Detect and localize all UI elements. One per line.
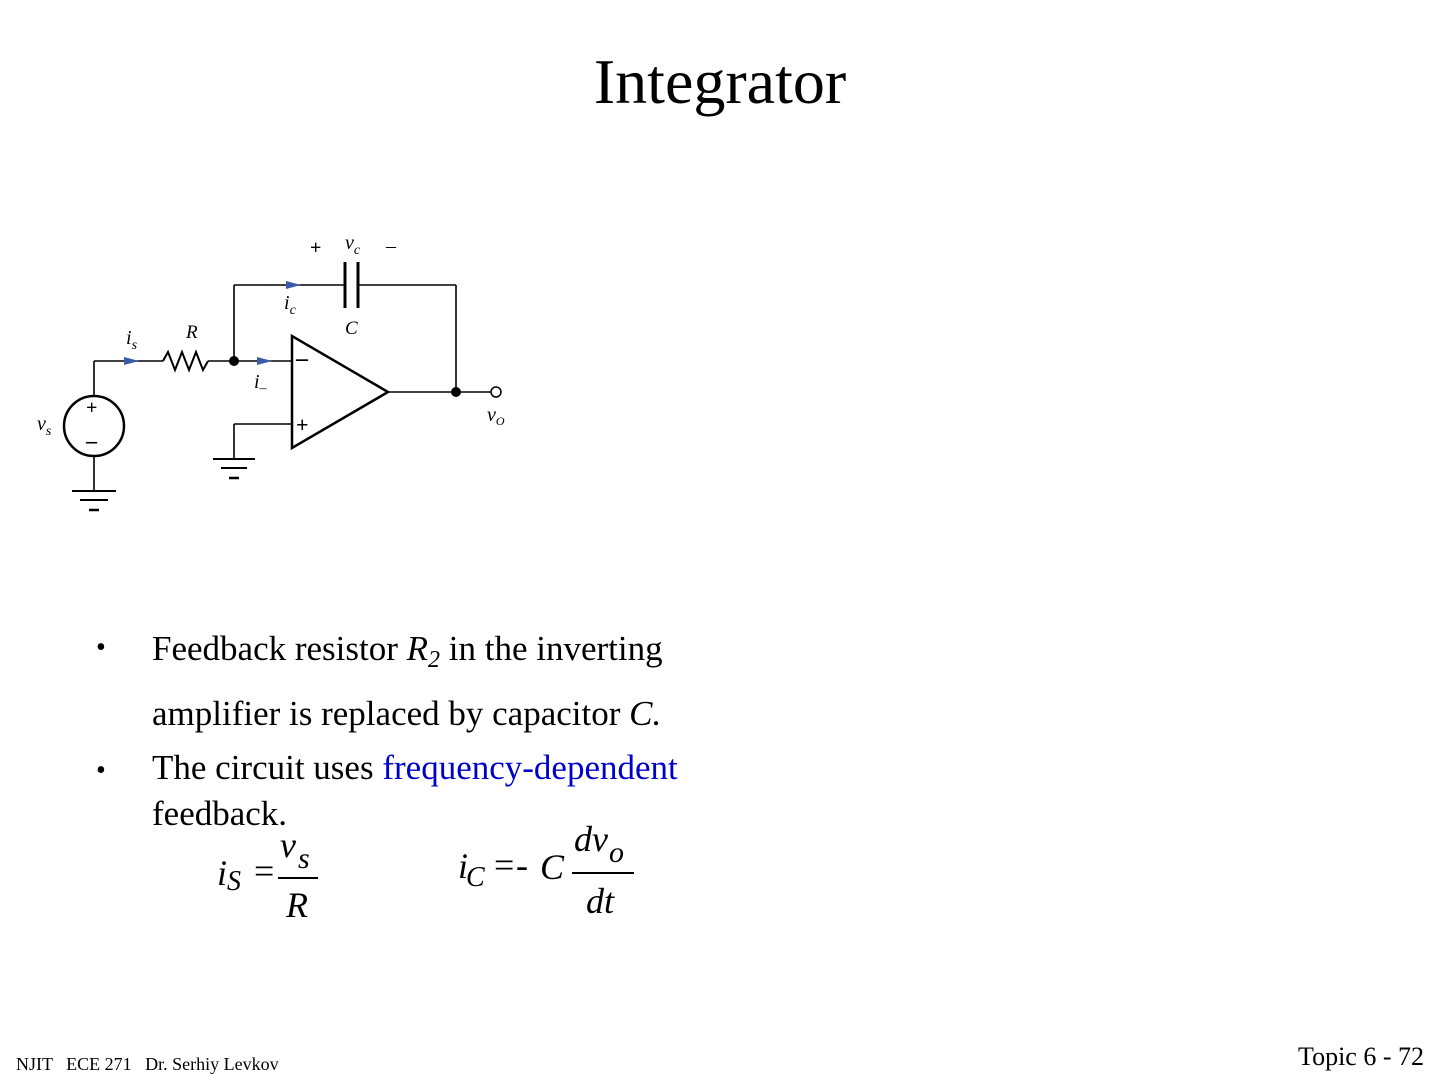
eq1-lhs: i bbox=[217, 853, 228, 893]
bullet-list bbox=[96, 622, 796, 837]
ic-label: $i_c$ bbox=[284, 292, 296, 318]
opamp-minus-label: – bbox=[296, 346, 308, 372]
source-minus-label: – bbox=[86, 428, 97, 453]
is-label: $i_s$ bbox=[126, 327, 138, 353]
bullet-dot-icon: • bbox=[96, 755, 106, 786]
eq1-numerator-sub: s bbox=[298, 842, 310, 875]
eq1-lhs-sub: S bbox=[227, 866, 241, 897]
source-plus-label: + bbox=[86, 397, 98, 419]
bullet-1-symbol-c: C. bbox=[629, 694, 662, 733]
bullet-1-subscript: 2 bbox=[428, 647, 441, 673]
eq1-denominator: R bbox=[286, 885, 308, 925]
bullet-item-1 bbox=[96, 622, 796, 741]
resistor-r bbox=[163, 352, 208, 370]
eq2-coefficient: C bbox=[540, 847, 565, 887]
bullet-2-highlight: frequency-dependent bbox=[382, 748, 678, 787]
eq2-denominator: dt bbox=[586, 881, 615, 921]
eq2-lhs: i bbox=[458, 846, 469, 886]
iminus-label: $i_-$ bbox=[254, 371, 267, 396]
arrow-is bbox=[124, 357, 139, 365]
vc-plus-label: + bbox=[310, 237, 322, 259]
arrow-iminus bbox=[257, 357, 272, 365]
bullet-1-line-2 bbox=[152, 687, 796, 741]
bullet-1-text-a: Feedback resistor bbox=[152, 629, 407, 668]
vo-label: $v_O$ bbox=[487, 404, 505, 428]
output-terminal bbox=[491, 387, 501, 397]
eq1-numerator: v bbox=[280, 825, 296, 865]
eq2-fraction-bar bbox=[572, 872, 634, 874]
eq2-minus: - bbox=[516, 845, 528, 885]
node-inverting bbox=[229, 356, 239, 366]
bullet-item-2 bbox=[96, 745, 796, 837]
bullet-1-line-1 bbox=[152, 622, 796, 687]
slide-title: Integrator bbox=[593, 46, 847, 117]
eq2-numerator-sub: o bbox=[609, 836, 624, 869]
bullet-1-symbol-r: R bbox=[406, 629, 429, 668]
eq2-equals: = bbox=[494, 845, 515, 885]
vc-minus-label: – bbox=[386, 235, 396, 257]
opamp-plus-label: + bbox=[296, 412, 309, 437]
footer-page-number: Topic 6 - 72 bbox=[1298, 1042, 1424, 1071]
integrator-circuit-diagram bbox=[30, 225, 520, 525]
bullet-1-text-c: amplifier is replaced by capacitor bbox=[152, 694, 630, 733]
eq1-equals: = bbox=[254, 851, 275, 891]
bullet-1-text-b: in the inverting bbox=[440, 629, 663, 668]
vs-label: $v_s$ bbox=[37, 413, 52, 439]
vc-label: $v_c$ bbox=[345, 232, 361, 258]
bullet-2-text-a: The circuit uses bbox=[152, 748, 383, 787]
arrow-ic bbox=[286, 281, 301, 289]
eq1-fraction-bar bbox=[278, 877, 318, 879]
bullet-2-line-2: feedback. bbox=[152, 794, 288, 833]
eq2-numerator: dv bbox=[574, 819, 608, 859]
capacitor-label: C bbox=[345, 318, 358, 339]
eq2-lhs-sub: C bbox=[466, 862, 485, 893]
bullet-dot-icon: • bbox=[96, 632, 106, 663]
bullet-2-line-1 bbox=[152, 745, 796, 791]
resistor-label: R bbox=[186, 322, 198, 343]
node-output bbox=[451, 387, 461, 397]
footer-course-info: NJIT ECE 271 Dr. Serhiy Levkov bbox=[16, 1054, 279, 1074]
